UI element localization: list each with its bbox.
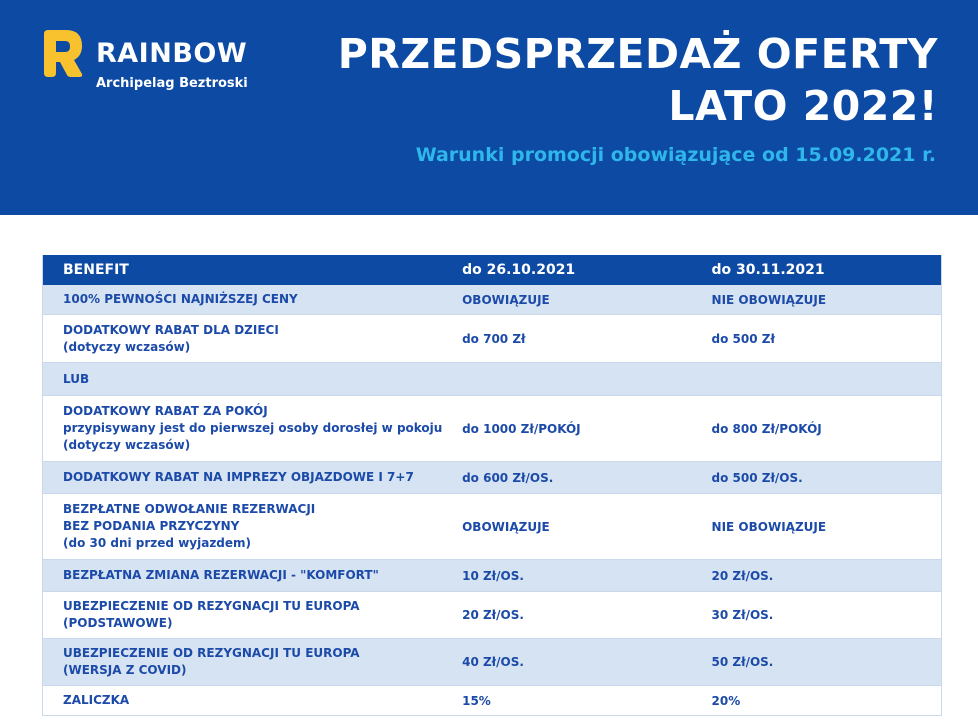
title-line-2: LATO 2022! [668,82,938,130]
benefit-text: DODATKOWY RABAT NA IMPREZY OBJAZDOWE I 7+7 [63,470,414,484]
benefit-cell [43,598,462,632]
value-cell-date-2: do 500 Zł/OS. [711,470,803,485]
benefit-text: DODATKOWY RABAT DLA DZIECI [63,322,279,337]
value-cell-date-1: OBOWIĄZUJE [462,292,550,307]
benefit-text: (dotyczy wczasów) [63,339,191,354]
benefit-text: ZALICZKA [63,693,130,707]
benefit-cell [43,692,462,709]
benefit-cell [43,403,462,454]
value-cell-date-2: do 800 Zł/POKÓJ [711,421,822,436]
benefit-text: 100% PEWNOŚCI NAJNIŻSZEJ CENY [63,292,298,306]
benefit-cell [43,291,462,308]
brand-tagline: Archipelag Beztroski [96,76,248,91]
page-title [338,28,938,132]
benefit-text: UBEZPIECZENIE OD REZYGNACJI TU EUROPA [63,646,360,660]
benefit-text: BEZPŁATNE ODWOŁANIE REZERWACJI [63,502,316,516]
benefit-cell [43,371,462,388]
benefit-text: przypisywany jest do pierwszej osoby dorosłej w pokoju [63,421,443,435]
benefit-text: (dotyczy wczasów) [63,438,191,452]
value-cell-date-1: 10 Zł/OS. [462,568,524,583]
value-cell-date-1: OBOWIĄZUJE [462,519,550,534]
value-cell-date-1: do 600 Zł/OS. [462,470,554,485]
value-cell-date-2: NIE OBOWIĄZUJE [711,292,827,307]
benefit-cell [43,501,462,552]
value-cell-date-2: 20% [711,693,741,708]
value-cell-date-2: 30 Zł/OS. [711,608,774,622]
table-row [43,285,941,315]
benefit-cell [43,645,462,679]
table-row [43,560,941,592]
table-header-row [43,255,941,285]
table-row [43,396,941,462]
value-cell-date-1: 20 Zł/OS. [462,608,524,622]
table-row [43,686,941,716]
benefit-text: (do 30 dni przed wyjazdem) [63,536,252,550]
value-cell-date-1: 15% [462,693,491,708]
value-cell-date-2: NIE OBOWIĄZUJE [711,519,827,534]
table-row [43,315,941,363]
benefit-cell [43,469,462,486]
benefit-text: LUB [63,371,90,386]
promo-conditions-table [42,255,942,716]
table-row [43,494,941,560]
value-cell-date-1: do 700 Zł [462,331,526,346]
benefit-text: (PODSTAWOWE) [63,616,173,630]
brand-name: RAINBOW [96,38,248,69]
column-header-benefit: BENEFIT [63,262,129,278]
column-header-date-1: do 26.10.2021 [462,262,576,278]
value-cell-date-1: 40 Zł/OS. [462,655,524,669]
benefit-text: DODATKOWY RABAT ZA POKÓJ [63,404,268,418]
title-line-1: PRZEDSPRZEDAŻ OFERTY [337,30,938,78]
benefit-cell [43,567,462,584]
benefit-cell [43,322,462,356]
benefit-text: BEZPŁATNA ZMIANA REZERWACJI - "KOMFORT" [63,568,379,582]
benefit-text: BEZ PODANIA PRZYCZYNY [63,519,240,533]
table-row [43,592,941,639]
page-subtitle: Warunki promocji obowiązujące od 15.09.2021 r. [415,144,936,166]
table-row [43,462,941,494]
benefit-text: (WERSJA Z COVID) [63,663,187,677]
value-cell-date-2: do 500 Zł [711,331,775,346]
value-cell-date-1: do 1000 Zł/POKÓJ [462,421,581,436]
header-banner [0,0,978,215]
table-row [43,363,941,396]
value-cell-date-2: 20 Zł/OS. [711,568,774,583]
benefit-text: UBEZPIECZENIE OD REZYGNACJI TU EUROPA [63,599,360,613]
table-row [43,639,941,686]
column-header-date-2: do 30.11.2021 [711,262,825,278]
value-cell-date-2: 50 Zł/OS. [711,655,774,669]
rainbow-r-logo-icon [40,28,86,78]
table-body [43,285,941,716]
